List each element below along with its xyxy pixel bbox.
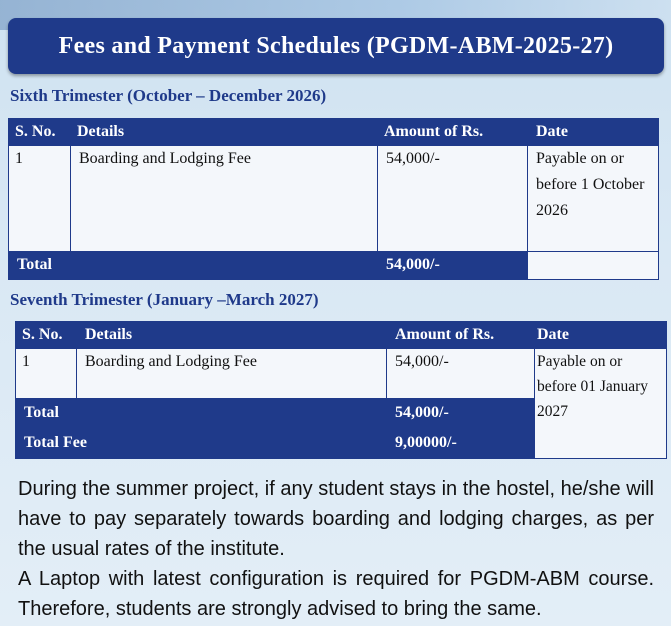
- notes-section: [18, 474, 654, 624]
- row-sno: 1: [9, 146, 71, 252]
- total-label: Total: [16, 399, 387, 429]
- column-header-details: Details: [77, 322, 387, 349]
- laptop-note: A Laptop with latest configuration is required for PGDM-ABM course. Therefore, students are strongly advised to bring the same.: [18, 568, 654, 620]
- total-row: [9, 252, 659, 280]
- table-row: [16, 349, 667, 399]
- page-title: Fees and Payment Schedules (PGDM-ABM-2025-27): [58, 32, 614, 59]
- column-header-date: Date: [528, 119, 659, 146]
- table-row: [9, 146, 659, 252]
- row-sno: 1: [16, 349, 77, 399]
- table-header-row: [9, 119, 659, 146]
- row-details: Boarding and Lodging Fee: [71, 146, 378, 252]
- column-header-sno: S. No.: [16, 322, 77, 349]
- total-date-empty: [528, 252, 659, 280]
- total-label: Total: [9, 252, 378, 280]
- column-header-amount: Amount of Rs.: [387, 322, 535, 349]
- total-amount: 54,000/-: [387, 399, 535, 429]
- total-amount: 54,000/-: [378, 252, 528, 280]
- hostel-note: During the summer project, if any student stays in the hostel, he/she will have to pay separately towards boarding and lodging charges, as per the usual rates of the institute.: [18, 478, 654, 560]
- sixth-trimester-heading: Sixth Trimester (October – December 2026): [10, 86, 327, 105]
- row-amount: 54,000/-: [378, 146, 528, 252]
- column-header-sno: S. No.: [9, 119, 71, 146]
- row-date: Payable on or before 1 October 2026: [528, 146, 659, 252]
- row-details: Boarding and Lodging Fee: [77, 349, 387, 399]
- column-header-amount: Amount of Rs.: [378, 119, 528, 146]
- seventh-trimester-table: [15, 321, 667, 459]
- title-banner: [8, 18, 664, 74]
- total-fee-label: Total Fee: [16, 429, 387, 459]
- total-fee-amount: 9,00000/-: [387, 429, 535, 459]
- sixth-trimester-table: [8, 118, 659, 280]
- table-header-row: [16, 322, 667, 349]
- row-date: Payable on or before 01 January 2027: [535, 349, 667, 459]
- seventh-trimester-heading: Seventh Trimester (January –March 2027): [10, 290, 319, 309]
- column-header-date: Date: [535, 322, 667, 349]
- column-header-details: Details: [71, 119, 378, 146]
- row-amount: 54,000/-: [387, 349, 535, 399]
